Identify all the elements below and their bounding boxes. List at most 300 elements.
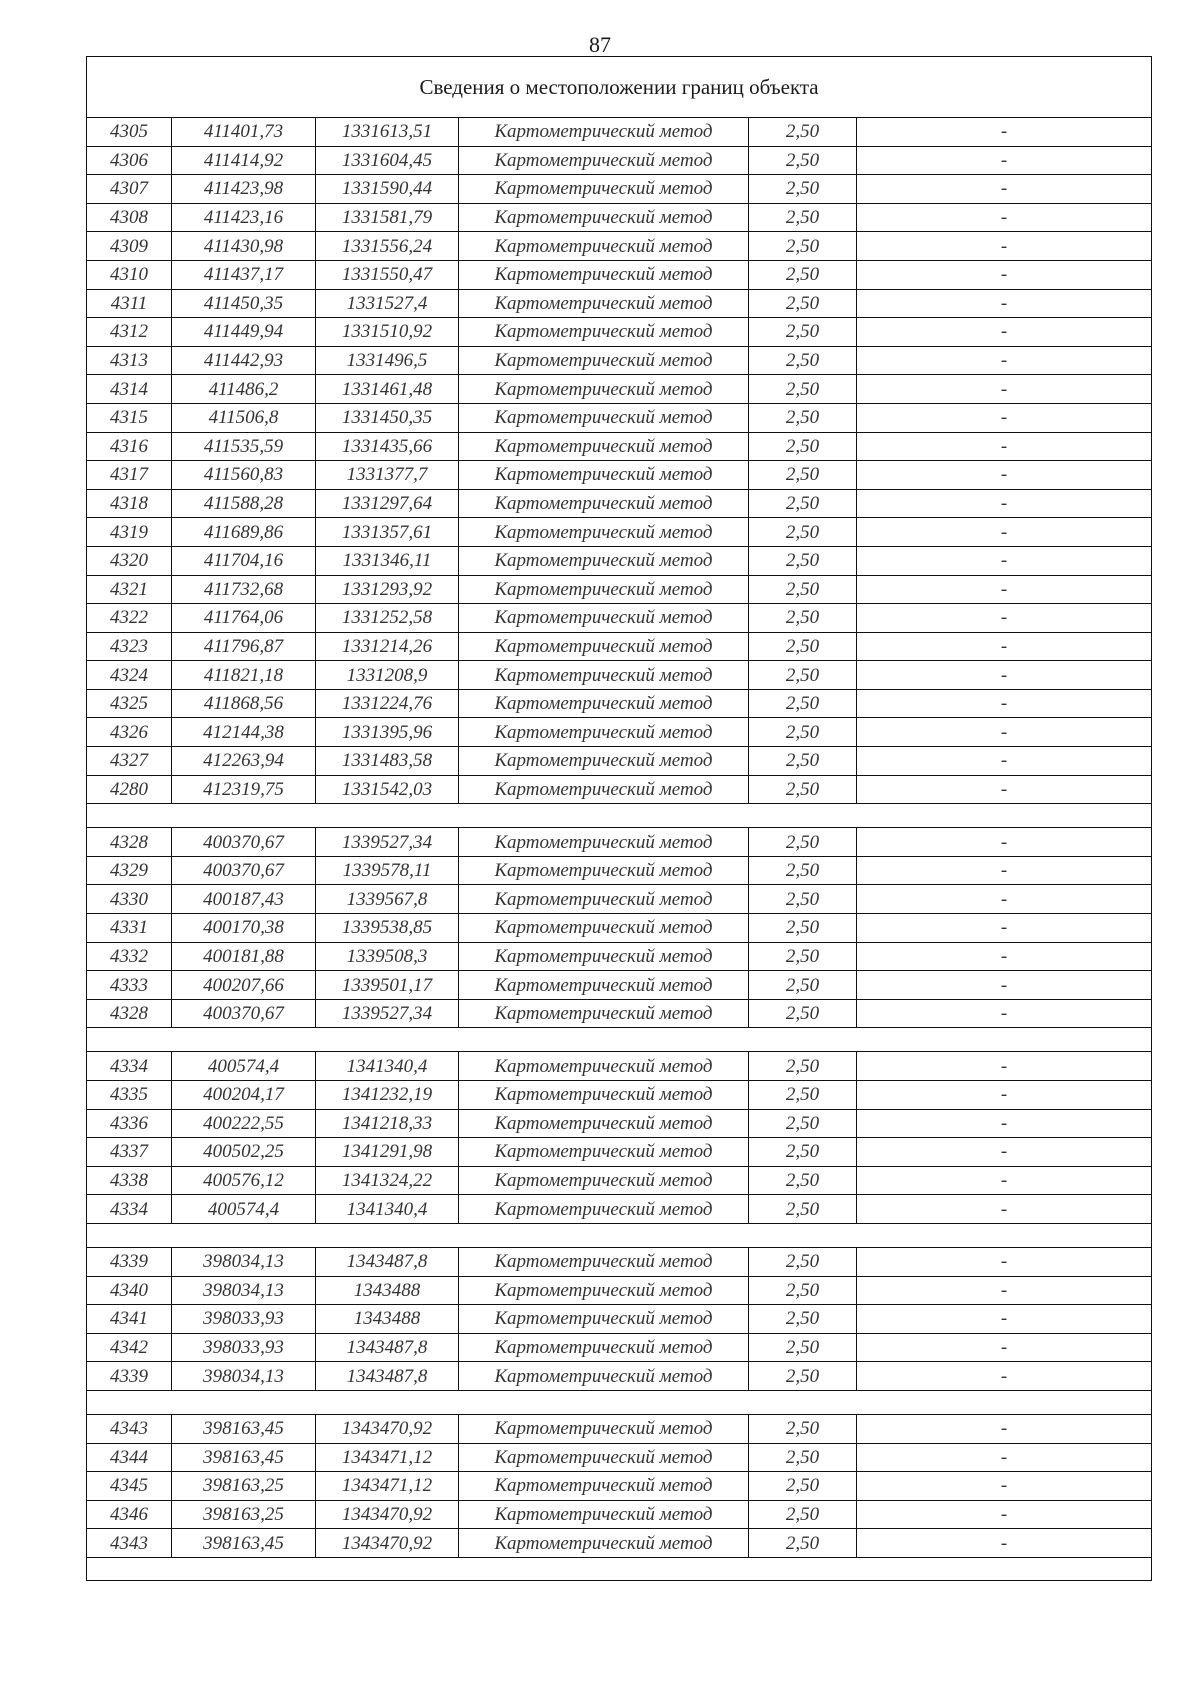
- point-number-cell: 4331: [87, 914, 172, 943]
- x-coordinate-cell: 411423,16: [172, 203, 316, 232]
- y-coordinate-cell: 1331483,58: [316, 747, 459, 776]
- description-cell: -: [857, 1081, 1152, 1110]
- method-cell: Картометрический метод: [459, 518, 749, 547]
- point-number-cell: 4326: [87, 718, 172, 747]
- point-number-cell: 4345: [87, 1472, 172, 1501]
- table-row: [87, 203, 1152, 232]
- accuracy-cell: 2,50: [749, 403, 857, 432]
- description-cell: -: [857, 203, 1152, 232]
- accuracy-cell: 2,50: [749, 971, 857, 1000]
- accuracy-cell: 2,50: [749, 489, 857, 518]
- point-number-cell: 4330: [87, 885, 172, 914]
- boundary-coordinates-sheet: [86, 56, 1151, 1581]
- table-row: [87, 689, 1152, 718]
- accuracy-cell: 2,50: [749, 1500, 857, 1529]
- method-cell: Картометрический метод: [459, 203, 749, 232]
- method-cell: Картометрический метод: [459, 1247, 749, 1276]
- y-coordinate-cell: 1331357,61: [316, 518, 459, 547]
- method-cell: Картометрический метод: [459, 461, 749, 490]
- point-number-cell: 4343: [87, 1529, 172, 1558]
- point-number-cell: 4314: [87, 375, 172, 404]
- point-number-cell: 4321: [87, 575, 172, 604]
- y-coordinate-cell: 1331542,03: [316, 775, 459, 804]
- description-cell: -: [857, 318, 1152, 347]
- description-cell: -: [857, 1166, 1152, 1195]
- accuracy-cell: 2,50: [749, 1443, 857, 1472]
- y-coordinate-cell: 1331527,4: [316, 289, 459, 318]
- x-coordinate-cell: 400207,66: [172, 971, 316, 1000]
- table-row: [87, 461, 1152, 490]
- y-coordinate-cell: 1343470,92: [316, 1500, 459, 1529]
- table-row: [87, 575, 1152, 604]
- x-coordinate-cell: 398163,45: [172, 1414, 316, 1443]
- y-coordinate-cell: 1331604,45: [316, 146, 459, 175]
- point-number-cell: 4318: [87, 489, 172, 518]
- description-cell: -: [857, 346, 1152, 375]
- accuracy-cell: 2,50: [749, 1138, 857, 1167]
- x-coordinate-cell: 400181,88: [172, 942, 316, 971]
- method-cell: Картометрический метод: [459, 942, 749, 971]
- description-cell: -: [857, 118, 1152, 147]
- group-separator-cell: [87, 1223, 1152, 1247]
- group-separator-row: [87, 1557, 1152, 1580]
- accuracy-cell: 2,50: [749, 546, 857, 575]
- x-coordinate-cell: 400187,43: [172, 885, 316, 914]
- accuracy-cell: 2,50: [749, 518, 857, 547]
- x-coordinate-cell: 400502,25: [172, 1138, 316, 1167]
- accuracy-cell: 2,50: [749, 942, 857, 971]
- x-coordinate-cell: 411414,92: [172, 146, 316, 175]
- description-cell: -: [857, 775, 1152, 804]
- point-number-cell: 4339: [87, 1247, 172, 1276]
- x-coordinate-cell: 411486,2: [172, 375, 316, 404]
- accuracy-cell: 2,50: [749, 885, 857, 914]
- y-coordinate-cell: 1341218,33: [316, 1109, 459, 1138]
- y-coordinate-cell: 1343487,8: [316, 1333, 459, 1362]
- accuracy-cell: 2,50: [749, 118, 857, 147]
- method-cell: Картометрический метод: [459, 1195, 749, 1224]
- point-number-cell: 4308: [87, 203, 172, 232]
- description-cell: -: [857, 175, 1152, 204]
- method-cell: Картометрический метод: [459, 346, 749, 375]
- description-cell: -: [857, 518, 1152, 547]
- method-cell: Картометрический метод: [459, 632, 749, 661]
- description-cell: -: [857, 461, 1152, 490]
- table-row: [87, 175, 1152, 204]
- x-coordinate-cell: 411732,68: [172, 575, 316, 604]
- point-number-cell: 4280: [87, 775, 172, 804]
- accuracy-cell: 2,50: [749, 1081, 857, 1110]
- table-row: [87, 1529, 1152, 1558]
- accuracy-cell: 2,50: [749, 747, 857, 776]
- table-row: [87, 914, 1152, 943]
- point-number-cell: 4328: [87, 828, 172, 857]
- description-cell: -: [857, 1362, 1152, 1391]
- description-cell: -: [857, 432, 1152, 461]
- group-separator-row: [87, 1390, 1152, 1414]
- method-cell: Картометрический метод: [459, 1362, 749, 1391]
- y-coordinate-cell: 1331346,11: [316, 546, 459, 575]
- accuracy-cell: 2,50: [749, 1166, 857, 1195]
- y-coordinate-cell: 1331550,47: [316, 260, 459, 289]
- y-coordinate-cell: 1343470,92: [316, 1414, 459, 1443]
- y-coordinate-cell: 1343471,12: [316, 1443, 459, 1472]
- method-cell: Картометрический метод: [459, 1276, 749, 1305]
- y-coordinate-cell: 1343488: [316, 1276, 459, 1305]
- table-row: [87, 318, 1152, 347]
- point-number-cell: 4320: [87, 546, 172, 575]
- method-cell: Картометрический метод: [459, 1166, 749, 1195]
- x-coordinate-cell: 400204,17: [172, 1081, 316, 1110]
- method-cell: Картометрический метод: [459, 146, 749, 175]
- method-cell: Картометрический метод: [459, 260, 749, 289]
- x-coordinate-cell: 411450,35: [172, 289, 316, 318]
- group-separator-cell: [87, 804, 1152, 828]
- method-cell: Картометрический метод: [459, 1109, 749, 1138]
- y-coordinate-cell: 1341340,4: [316, 1052, 459, 1081]
- description-cell: -: [857, 828, 1152, 857]
- y-coordinate-cell: 1331208,9: [316, 661, 459, 690]
- method-cell: Картометрический метод: [459, 1305, 749, 1334]
- x-coordinate-cell: 400370,67: [172, 828, 316, 857]
- x-coordinate-cell: 398163,45: [172, 1443, 316, 1472]
- table-title: Сведения о местоположении границ объекта: [87, 57, 1152, 118]
- accuracy-cell: 2,50: [749, 575, 857, 604]
- y-coordinate-cell: 1341324,22: [316, 1166, 459, 1195]
- point-number-cell: 4329: [87, 856, 172, 885]
- description-cell: -: [857, 718, 1152, 747]
- table-row: [87, 775, 1152, 804]
- accuracy-cell: 2,50: [749, 1276, 857, 1305]
- table-row: [87, 260, 1152, 289]
- description-cell: -: [857, 1305, 1152, 1334]
- accuracy-cell: 2,50: [749, 1247, 857, 1276]
- point-number-cell: 4311: [87, 289, 172, 318]
- description-cell: -: [857, 289, 1152, 318]
- group-separator-row: [87, 1028, 1152, 1052]
- y-coordinate-cell: 1339567,8: [316, 885, 459, 914]
- x-coordinate-cell: 398033,93: [172, 1305, 316, 1334]
- method-cell: Картометрический метод: [459, 718, 749, 747]
- table-row: [87, 1500, 1152, 1529]
- method-cell: Картометрический метод: [459, 575, 749, 604]
- x-coordinate-cell: 411704,16: [172, 546, 316, 575]
- method-cell: Картометрический метод: [459, 232, 749, 261]
- description-cell: -: [857, 146, 1152, 175]
- y-coordinate-cell: 1331252,58: [316, 604, 459, 633]
- method-cell: Картометрический метод: [459, 856, 749, 885]
- x-coordinate-cell: 411535,59: [172, 432, 316, 461]
- point-number-cell: 4323: [87, 632, 172, 661]
- y-coordinate-cell: 1343487,8: [316, 1247, 459, 1276]
- point-number-cell: 4319: [87, 518, 172, 547]
- description-cell: -: [857, 375, 1152, 404]
- point-number-cell: 4325: [87, 689, 172, 718]
- table-row: [87, 1138, 1152, 1167]
- table-row: [87, 632, 1152, 661]
- method-cell: Картометрический метод: [459, 1052, 749, 1081]
- x-coordinate-cell: 412319,75: [172, 775, 316, 804]
- table-row: [87, 403, 1152, 432]
- table-row: [87, 885, 1152, 914]
- description-cell: -: [857, 1414, 1152, 1443]
- table-row: [87, 1305, 1152, 1334]
- point-number-cell: 4337: [87, 1138, 172, 1167]
- table-row: [87, 1109, 1152, 1138]
- y-coordinate-cell: 1331435,66: [316, 432, 459, 461]
- accuracy-cell: 2,50: [749, 1362, 857, 1391]
- table-row: [87, 1333, 1152, 1362]
- group-separator-cell: [87, 1028, 1152, 1052]
- accuracy-cell: 2,50: [749, 914, 857, 943]
- table-row: [87, 661, 1152, 690]
- accuracy-cell: 2,50: [749, 318, 857, 347]
- point-number-cell: 4324: [87, 661, 172, 690]
- x-coordinate-cell: 412144,38: [172, 718, 316, 747]
- method-cell: Картометрический метод: [459, 1414, 749, 1443]
- accuracy-cell: 2,50: [749, 828, 857, 857]
- point-number-cell: 4305: [87, 118, 172, 147]
- method-cell: Картометрический метод: [459, 747, 749, 776]
- method-cell: Картометрический метод: [459, 604, 749, 633]
- table-row: [87, 346, 1152, 375]
- table-row: [87, 1081, 1152, 1110]
- table-row: [87, 1472, 1152, 1501]
- y-coordinate-cell: 1331293,92: [316, 575, 459, 604]
- method-cell: Картометрический метод: [459, 828, 749, 857]
- description-cell: -: [857, 232, 1152, 261]
- y-coordinate-cell: 1339538,85: [316, 914, 459, 943]
- y-coordinate-cell: 1331224,76: [316, 689, 459, 718]
- accuracy-cell: 2,50: [749, 289, 857, 318]
- accuracy-cell: 2,50: [749, 346, 857, 375]
- y-coordinate-cell: 1341291,98: [316, 1138, 459, 1167]
- description-cell: -: [857, 942, 1152, 971]
- x-coordinate-cell: 411764,06: [172, 604, 316, 633]
- table-row: [87, 1052, 1152, 1081]
- x-coordinate-cell: 411796,87: [172, 632, 316, 661]
- table-row: [87, 828, 1152, 857]
- accuracy-cell: 2,50: [749, 1052, 857, 1081]
- point-number-cell: 4306: [87, 146, 172, 175]
- description-cell: -: [857, 489, 1152, 518]
- y-coordinate-cell: 1331377,7: [316, 461, 459, 490]
- x-coordinate-cell: 411506,8: [172, 403, 316, 432]
- point-number-cell: 4327: [87, 747, 172, 776]
- group-separator-row: [87, 1223, 1152, 1247]
- description-cell: -: [857, 914, 1152, 943]
- y-coordinate-cell: 1343488: [316, 1305, 459, 1334]
- accuracy-cell: 2,50: [749, 1472, 857, 1501]
- table-body: [87, 57, 1152, 1581]
- accuracy-cell: 2,50: [749, 604, 857, 633]
- table-row: [87, 375, 1152, 404]
- point-number-cell: 4317: [87, 461, 172, 490]
- table-row: [87, 718, 1152, 747]
- table-row: [87, 747, 1152, 776]
- table-header-row: [87, 57, 1152, 118]
- description-cell: -: [857, 546, 1152, 575]
- table-row: [87, 1247, 1152, 1276]
- accuracy-cell: 2,50: [749, 718, 857, 747]
- description-cell: -: [857, 747, 1152, 776]
- description-cell: -: [857, 1333, 1152, 1362]
- y-coordinate-cell: 1331297,64: [316, 489, 459, 518]
- x-coordinate-cell: 411560,83: [172, 461, 316, 490]
- accuracy-cell: 2,50: [749, 1414, 857, 1443]
- table-row: [87, 118, 1152, 147]
- description-cell: -: [857, 885, 1152, 914]
- y-coordinate-cell: 1339527,34: [316, 828, 459, 857]
- point-number-cell: 4334: [87, 1052, 172, 1081]
- point-number-cell: 4312: [87, 318, 172, 347]
- description-cell: -: [857, 1443, 1152, 1472]
- y-coordinate-cell: 1331496,5: [316, 346, 459, 375]
- accuracy-cell: 2,50: [749, 661, 857, 690]
- x-coordinate-cell: 411423,98: [172, 175, 316, 204]
- method-cell: Картометрический метод: [459, 1529, 749, 1558]
- point-number-cell: 4307: [87, 175, 172, 204]
- accuracy-cell: 2,50: [749, 461, 857, 490]
- accuracy-cell: 2,50: [749, 689, 857, 718]
- point-number-cell: 4342: [87, 1333, 172, 1362]
- y-coordinate-cell: 1343470,92: [316, 1529, 459, 1558]
- point-number-cell: 4340: [87, 1276, 172, 1305]
- point-number-cell: 4341: [87, 1305, 172, 1334]
- point-number-cell: 4339: [87, 1362, 172, 1391]
- description-cell: -: [857, 403, 1152, 432]
- table-row: [87, 1362, 1152, 1391]
- table-row: [87, 546, 1152, 575]
- method-cell: Картометрический метод: [459, 175, 749, 204]
- table-row: [87, 942, 1152, 971]
- accuracy-cell: 2,50: [749, 260, 857, 289]
- accuracy-cell: 2,50: [749, 1333, 857, 1362]
- y-coordinate-cell: 1331461,48: [316, 375, 459, 404]
- description-cell: -: [857, 1138, 1152, 1167]
- x-coordinate-cell: 400222,55: [172, 1109, 316, 1138]
- x-coordinate-cell: 398034,13: [172, 1362, 316, 1391]
- point-number-cell: 4343: [87, 1414, 172, 1443]
- description-cell: -: [857, 661, 1152, 690]
- x-coordinate-cell: 400576,12: [172, 1166, 316, 1195]
- accuracy-cell: 2,50: [749, 175, 857, 204]
- description-cell: -: [857, 1276, 1152, 1305]
- method-cell: Картометрический метод: [459, 546, 749, 575]
- table-row: [87, 289, 1152, 318]
- table-row: [87, 232, 1152, 261]
- accuracy-cell: 2,50: [749, 1109, 857, 1138]
- accuracy-cell: 2,50: [749, 1529, 857, 1558]
- method-cell: Картометрический метод: [459, 289, 749, 318]
- x-coordinate-cell: 411442,93: [172, 346, 316, 375]
- point-number-cell: 4310: [87, 260, 172, 289]
- description-cell: -: [857, 575, 1152, 604]
- y-coordinate-cell: 1331590,44: [316, 175, 459, 204]
- table-row: [87, 489, 1152, 518]
- method-cell: Картометрический метод: [459, 971, 749, 1000]
- method-cell: Картометрический метод: [459, 1138, 749, 1167]
- point-number-cell: 4328: [87, 999, 172, 1028]
- y-coordinate-cell: 1331581,79: [316, 203, 459, 232]
- description-cell: -: [857, 1109, 1152, 1138]
- x-coordinate-cell: 398163,25: [172, 1500, 316, 1529]
- method-cell: Картометрический метод: [459, 403, 749, 432]
- point-number-cell: 4316: [87, 432, 172, 461]
- y-coordinate-cell: 1339578,11: [316, 856, 459, 885]
- x-coordinate-cell: 398034,13: [172, 1247, 316, 1276]
- point-number-cell: 4313: [87, 346, 172, 375]
- table-row: [87, 432, 1152, 461]
- x-coordinate-cell: 411821,18: [172, 661, 316, 690]
- description-cell: -: [857, 1500, 1152, 1529]
- method-cell: Картометрический метод: [459, 1081, 749, 1110]
- table-row: [87, 146, 1152, 175]
- point-number-cell: 4344: [87, 1443, 172, 1472]
- method-cell: Картометрический метод: [459, 914, 749, 943]
- description-cell: -: [857, 689, 1152, 718]
- x-coordinate-cell: 412263,94: [172, 747, 316, 776]
- accuracy-cell: 2,50: [749, 146, 857, 175]
- y-coordinate-cell: 1341340,4: [316, 1195, 459, 1224]
- x-coordinate-cell: 411437,17: [172, 260, 316, 289]
- point-number-cell: 4334: [87, 1195, 172, 1224]
- accuracy-cell: 2,50: [749, 856, 857, 885]
- y-coordinate-cell: 1339527,34: [316, 999, 459, 1028]
- table-row: [87, 1443, 1152, 1472]
- x-coordinate-cell: 411449,94: [172, 318, 316, 347]
- accuracy-cell: 2,50: [749, 432, 857, 461]
- method-cell: Картометрический метод: [459, 1443, 749, 1472]
- table-row: [87, 971, 1152, 1000]
- x-coordinate-cell: 411689,86: [172, 518, 316, 547]
- description-cell: -: [857, 1052, 1152, 1081]
- method-cell: Картометрический метод: [459, 885, 749, 914]
- group-separator-cell: [87, 1390, 1152, 1414]
- y-coordinate-cell: 1343487,8: [316, 1362, 459, 1391]
- y-coordinate-cell: 1339501,17: [316, 971, 459, 1000]
- y-coordinate-cell: 1343471,12: [316, 1472, 459, 1501]
- x-coordinate-cell: 411401,73: [172, 118, 316, 147]
- group-separator-row: [87, 804, 1152, 828]
- y-coordinate-cell: 1331556,24: [316, 232, 459, 261]
- method-cell: Картометрический метод: [459, 1500, 749, 1529]
- table-row: [87, 518, 1152, 547]
- description-cell: -: [857, 1472, 1152, 1501]
- point-number-cell: 4336: [87, 1109, 172, 1138]
- table-row: [87, 1166, 1152, 1195]
- description-cell: -: [857, 632, 1152, 661]
- point-number-cell: 4338: [87, 1166, 172, 1195]
- point-number-cell: 4346: [87, 1500, 172, 1529]
- description-cell: -: [857, 1195, 1152, 1224]
- description-cell: -: [857, 260, 1152, 289]
- y-coordinate-cell: 1339508,3: [316, 942, 459, 971]
- table-row: [87, 1414, 1152, 1443]
- description-cell: -: [857, 1247, 1152, 1276]
- table-row: [87, 604, 1152, 633]
- page-number: 87: [589, 32, 611, 57]
- accuracy-cell: 2,50: [749, 375, 857, 404]
- x-coordinate-cell: 398163,25: [172, 1472, 316, 1501]
- y-coordinate-cell: 1341232,19: [316, 1081, 459, 1110]
- x-coordinate-cell: 411868,56: [172, 689, 316, 718]
- method-cell: Картометрический метод: [459, 661, 749, 690]
- accuracy-cell: 2,50: [749, 999, 857, 1028]
- description-cell: -: [857, 999, 1152, 1028]
- x-coordinate-cell: 398033,93: [172, 1333, 316, 1362]
- y-coordinate-cell: 1331613,51: [316, 118, 459, 147]
